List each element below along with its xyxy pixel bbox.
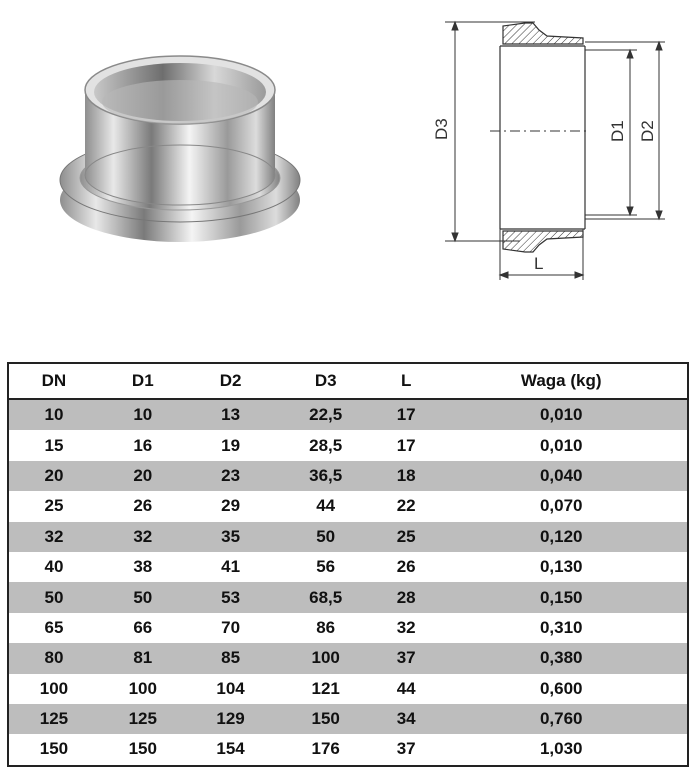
dim-label-d2: D2 xyxy=(638,120,657,142)
table-row xyxy=(8,704,688,734)
table-cell: 125 xyxy=(8,704,99,734)
dim-label-d1: D1 xyxy=(608,120,627,142)
technical-drawing xyxy=(425,10,675,285)
table-cell: 44 xyxy=(274,491,376,521)
table-cell: 80 xyxy=(8,643,99,673)
column-header-d3: D3 xyxy=(274,363,376,399)
column-header-d1: D1 xyxy=(99,363,187,399)
table-cell: 0,600 xyxy=(435,674,688,704)
table-row xyxy=(8,582,688,612)
table-cell: 28,5 xyxy=(274,430,376,460)
column-header-l: L xyxy=(377,363,436,399)
table-cell: 20 xyxy=(8,461,99,491)
table-cell: 56 xyxy=(274,552,376,582)
table-cell: 28 xyxy=(377,582,436,612)
table-cell: 26 xyxy=(377,552,436,582)
table-cell: 35 xyxy=(187,522,275,552)
column-header-dn: DN xyxy=(8,363,99,399)
table-cell: 150 xyxy=(8,734,99,765)
table-cell: 0,150 xyxy=(435,582,688,612)
table-cell: 100 xyxy=(99,674,187,704)
table-cell: 0,010 xyxy=(435,430,688,460)
table-row xyxy=(8,430,688,460)
table-cell: 23 xyxy=(187,461,275,491)
table-row xyxy=(8,643,688,673)
table-cell: 176 xyxy=(274,734,376,765)
table-row xyxy=(8,552,688,582)
table-cell: 0,040 xyxy=(435,461,688,491)
table-cell: 81 xyxy=(99,643,187,673)
table-cell: 0,310 xyxy=(435,613,688,643)
table-row xyxy=(8,674,688,704)
table-row xyxy=(8,399,688,430)
table-cell: 38 xyxy=(99,552,187,582)
table-cell: 53 xyxy=(187,582,275,612)
table-cell: 129 xyxy=(187,704,275,734)
table-cell: 32 xyxy=(8,522,99,552)
dim-label-d3: D3 xyxy=(432,118,451,140)
table-cell: 41 xyxy=(187,552,275,582)
dimensions-table xyxy=(7,362,689,767)
table-cell: 44 xyxy=(377,674,436,704)
table-cell: 0,120 xyxy=(435,522,688,552)
table-cell: 66 xyxy=(99,613,187,643)
table-cell: 85 xyxy=(187,643,275,673)
table-row xyxy=(8,613,688,643)
table-cell: 100 xyxy=(274,643,376,673)
table-cell: 36,5 xyxy=(274,461,376,491)
table-cell: 0,130 xyxy=(435,552,688,582)
table-cell: 50 xyxy=(99,582,187,612)
table-cell: 25 xyxy=(8,491,99,521)
table-row xyxy=(8,734,688,765)
table-cell: 154 xyxy=(187,734,275,765)
table-cell: 100 xyxy=(8,674,99,704)
table-cell: 17 xyxy=(377,399,436,430)
table-cell: 86 xyxy=(274,613,376,643)
table-cell: 0,760 xyxy=(435,704,688,734)
table-cell: 37 xyxy=(377,643,436,673)
table-cell: 20 xyxy=(99,461,187,491)
table-cell: 65 xyxy=(8,613,99,643)
column-header-d2: D2 xyxy=(187,363,275,399)
product-photo xyxy=(40,10,340,250)
table-cell: 22 xyxy=(377,491,436,521)
table-cell: 70 xyxy=(187,613,275,643)
table-cell: 0,380 xyxy=(435,643,688,673)
table-cell: 34 xyxy=(377,704,436,734)
table-cell: 0,070 xyxy=(435,491,688,521)
table-cell: 26 xyxy=(99,491,187,521)
table-cell: 40 xyxy=(8,552,99,582)
table-cell: 37 xyxy=(377,734,436,765)
table-cell: 10 xyxy=(99,399,187,430)
table-row xyxy=(8,522,688,552)
table-cell: 15 xyxy=(8,430,99,460)
table-cell: 150 xyxy=(99,734,187,765)
table-cell: 18 xyxy=(377,461,436,491)
table-cell: 0,010 xyxy=(435,399,688,430)
table-cell: 50 xyxy=(8,582,99,612)
table-cell: 16 xyxy=(99,430,187,460)
table-cell: 13 xyxy=(187,399,275,430)
table-cell: 104 xyxy=(187,674,275,704)
table-cell: 32 xyxy=(377,613,436,643)
table-cell: 25 xyxy=(377,522,436,552)
table-cell: 29 xyxy=(187,491,275,521)
table-cell: 10 xyxy=(8,399,99,430)
table-cell: 125 xyxy=(99,704,187,734)
table-row xyxy=(8,491,688,521)
dim-label-l: L xyxy=(534,254,544,273)
table-cell: 150 xyxy=(274,704,376,734)
table-cell: 19 xyxy=(187,430,275,460)
table-cell: 121 xyxy=(274,674,376,704)
table-row xyxy=(8,461,688,491)
table-cell: 68,5 xyxy=(274,582,376,612)
table-cell: 22,5 xyxy=(274,399,376,430)
table-cell: 17 xyxy=(377,430,436,460)
table-header-row xyxy=(8,363,688,399)
table-cell: 1,030 xyxy=(435,734,688,765)
table-cell: 50 xyxy=(274,522,376,552)
column-header-weight: Waga (kg) xyxy=(435,363,688,399)
top-section-hatch xyxy=(503,23,583,44)
table-cell: 32 xyxy=(99,522,187,552)
